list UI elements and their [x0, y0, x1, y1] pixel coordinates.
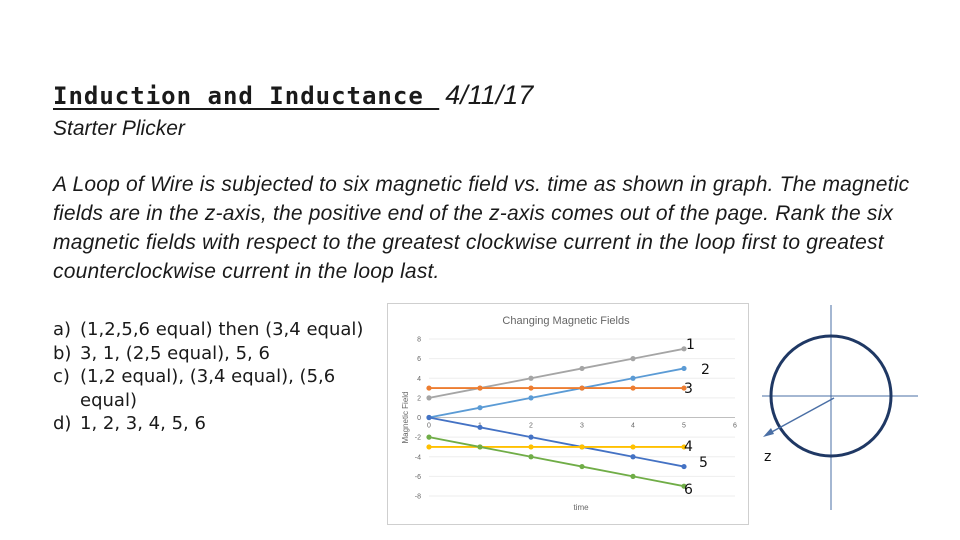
z-axis-arrow — [768, 398, 834, 434]
answer-text: 1, 2, 3, 4, 5, 6 — [80, 413, 206, 434]
x-tick-label: 5 — [682, 422, 686, 430]
series-label: 5 — [699, 455, 708, 471]
y-tick-label: 0 — [417, 415, 421, 422]
y-tick-label: -4 — [414, 454, 421, 462]
y-tick-label: 6 — [417, 356, 421, 364]
series-label: 4 — [684, 439, 693, 455]
x-tick-label: 4 — [631, 422, 635, 430]
title-main: Induction and Inductance — [53, 82, 440, 110]
z-axis-label: z — [764, 449, 772, 465]
series-label: 2 — [701, 362, 710, 378]
answer-letter: c) — [53, 366, 70, 387]
y-tick-label: 8 — [417, 336, 421, 344]
x-tick-label: 3 — [580, 422, 584, 430]
chart-title: Changing Magnetic Fields — [502, 315, 630, 327]
x-tick-label: 6 — [733, 422, 737, 430]
y-tick-label: -8 — [414, 493, 421, 501]
series-label: 6 — [684, 482, 693, 498]
answer-letter: a) — [53, 319, 72, 340]
series-label: 3 — [684, 381, 693, 397]
x-tick-label: 2 — [529, 422, 533, 430]
y-axis-label: Magnetic Field — [401, 391, 410, 444]
y-tick-label: -6 — [414, 473, 421, 481]
x-axis-label: time — [573, 503, 589, 512]
question-text: A Loop of Wire is subjected to six magnetic field vs. time as shown in graph. The magnetic fields are in the z-axis, the positive end of the z-axis comes out of the page. Rank the six magnetic fields with respect to the greatest clockwise current in the loop first to greatest counterclockwise current in the loop last. — [53, 173, 910, 283]
y-tick-label: -2 — [414, 434, 421, 442]
y-tick-label: 4 — [417, 375, 421, 383]
z-arrowhead-icon — [763, 428, 774, 437]
answer-text: 3, 1, (2,5 equal), 5, 6 — [80, 342, 270, 364]
series-label: 1 — [686, 337, 695, 353]
answer-letter: d) — [53, 413, 72, 434]
y-tick-label: 2 — [417, 395, 421, 403]
title-date: 4/11/17 — [445, 80, 534, 110]
answer-text: (1,2 equal), (3,4 equal), (5,6 equal) — [80, 366, 336, 411]
answer-text: (1,2,5,6 equal) then (3,4 equal) — [80, 319, 364, 340]
answer-letter: b) — [53, 342, 72, 364]
x-tick-label: 0 — [427, 422, 431, 430]
slide-subtitle: Starter Plicker — [53, 117, 185, 140]
